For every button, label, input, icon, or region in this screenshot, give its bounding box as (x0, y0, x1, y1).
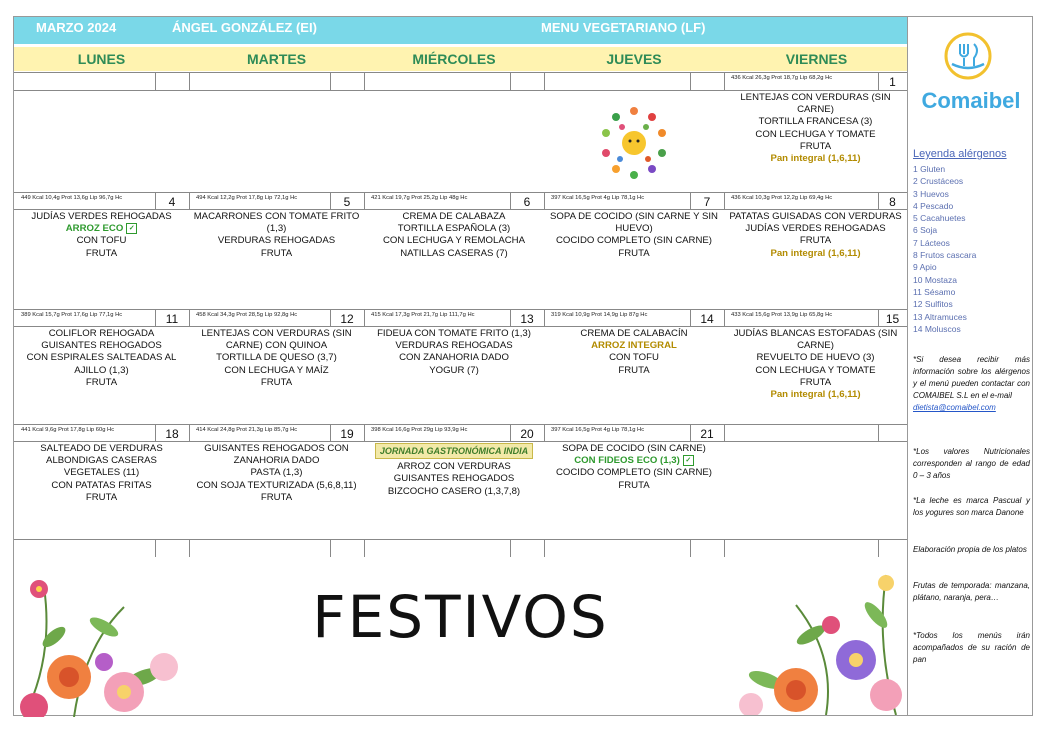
menu-cell (18, 211, 185, 260)
legend-item: 2 Crustáceos (913, 176, 964, 187)
menu-line: FRUTA (260, 376, 293, 388)
menu-line: FIDEUA CON TOMATE FRITO (1,3) (377, 328, 531, 339)
nutrition-info: 397 Kcal 16,5g Prot 4g Lip 78,1g Hc (551, 195, 645, 201)
menu-cell (193, 328, 360, 389)
menu-line: NATILLAS CASERAS (7) (400, 247, 508, 259)
legend-item: 11 Sésamo (913, 286, 956, 297)
menu-line: SOPA DE COCIDO (SIN CARNE) (562, 443, 706, 454)
day-number: 1 (889, 75, 896, 89)
legend-item: 9 Apio (913, 262, 937, 273)
menu-line: JUDÍAS BLANCAS ESTOFADAS (SIN CARNE) (733, 328, 898, 352)
grid-hline (14, 539, 907, 540)
nutrition-info: 319 Kcal 10,9g Prot 14,9g Lip 87g Hc (551, 312, 648, 318)
nutrition-info: 436 Kcal 26,3g Prot 18,7g Lip 68,2g Hc (731, 75, 833, 81)
nutrition-info: 421 Kcal 19,7g Prot 25,2g Lip 48g Hc (371, 195, 468, 201)
menu-line: LENTEJAS CON VERDURAS (SIN CARNE) (740, 92, 891, 116)
menu-line: FRUTA (618, 479, 650, 491)
menu-line: JUDÍAS VERDES REHOGADAS (31, 211, 172, 222)
menu-line: CON ESPIRALES SALTEADAS AL AJILLO (1,3) (26, 352, 177, 376)
menu-line: CON LECHUGA Y TOMATE (755, 364, 876, 376)
vegetables-illustration (596, 103, 672, 179)
grid-vline (364, 309, 365, 326)
menu-line: FRUTA (618, 247, 650, 259)
menu-cell (368, 328, 540, 377)
menu-line: CON LECHUGA Y REMOLACHA (383, 235, 525, 247)
grid-vline (155, 539, 156, 557)
day-number: 18 (165, 427, 179, 441)
menu-line: GUISANTES REHOGADOS (41, 340, 162, 352)
menu-line: CREMA DE CALABACÍN (580, 328, 688, 339)
menu-line: FRUTA (85, 376, 118, 388)
menu-line: TORTILLA DE QUESO (3,7) (216, 352, 337, 364)
grid-vline (155, 72, 156, 90)
grid-vline (330, 539, 331, 557)
grid-vline (189, 192, 190, 209)
menu-line: FRUTA (799, 140, 832, 152)
menu-line: PASTA (1,3) (250, 467, 303, 479)
grid-vline (690, 539, 691, 557)
menu-cell (368, 443, 540, 498)
nutrition-info: 415 Kcal 17,3g Prot 21,7g Lip 111,7g Hc (371, 312, 475, 318)
menu-cell (193, 443, 360, 504)
menu-cell (728, 328, 903, 401)
comaibel-logo-icon (942, 30, 994, 82)
nutrition-info: 441 Kcal 9,6g Prot 17,8g Lip 60g Hc (21, 427, 115, 433)
day-number: 21 (700, 427, 714, 441)
menu-line: ALBONDIGAS CASERAS VEGETALES (11) (46, 455, 157, 479)
menu-cell (368, 211, 540, 260)
legend-item: 4 Pescado (913, 200, 954, 211)
menu-line: CON ZANAHORIA DADO (399, 352, 509, 364)
legend-item: 12 Sulfitos (913, 299, 953, 310)
menu-line: ARROZ CON VERDURAS (397, 461, 511, 473)
header-menu-title: MENU VEGETARIANO (LF) (541, 20, 706, 35)
menu-line: TORTILLA ESPAÑOLA (3) (397, 223, 511, 235)
legend-item: 5 Cacahuetes (913, 213, 966, 224)
menu-line: CON TOFU (76, 235, 127, 247)
day-jueves: JUEVES (606, 51, 662, 67)
note-contact-text: *Si desea recibir más información sobre los alérgenos y el menú pueden contactar con COMAIBEL S.L en el e-mail (913, 355, 1030, 400)
menu-cell (548, 443, 720, 492)
grid-vline (330, 72, 331, 90)
grid-vline (510, 539, 511, 557)
grid-vline (724, 72, 725, 90)
menu-line: CREMA DE CALABAZA (402, 211, 506, 222)
festivos-label: FESTIVOS (312, 583, 609, 651)
nutrition-info: 389 Kcal 15,7g Prot 17,6g Lip 77,1g Hc (21, 312, 123, 318)
grid-vline (510, 72, 511, 90)
nutrition-info: 397 Kcal 16,5g Prot 4g Lip 78,1g Hc (551, 427, 645, 433)
contact-email-link[interactable]: dietista@comaibel.com (913, 403, 996, 412)
menu-line: FRUTA (260, 247, 293, 259)
menu-line: COLIFLOR REHOGADA (48, 328, 155, 339)
menu-line: CON PATATAS FRITAS (51, 479, 152, 491)
note-elaboration: Elaboración propia de los platos (913, 545, 1027, 554)
note-nutrition: *Los valores Nutricionales corresponden al rango de edad 0 – 3 años (913, 447, 1030, 480)
menu-line: COCIDO COMPLETO (SIN CARNE) (555, 235, 712, 247)
header-school: ÁNGEL GONZÁLEZ (EI) (172, 20, 317, 35)
grid-vline (189, 424, 190, 441)
nutrition-info: 436 Kcal 10,3g Prot 12,2g Lip 69,4g Hc (731, 195, 833, 201)
grid-hline (14, 90, 907, 91)
grid-vline (724, 539, 725, 557)
grid-hline (14, 72, 907, 73)
day-number: 19 (340, 427, 354, 441)
grid-vline (544, 72, 545, 90)
grid-vline (364, 424, 365, 441)
note-contact (913, 354, 1030, 414)
grid-vline (878, 424, 879, 441)
menu-line: CON LECHUGA Y MAÍZ (224, 364, 329, 376)
day-number: 15 (885, 312, 900, 326)
nutrition-info: 458 Kcal 34,3g Prot 28,5g Lip 92,8g Hc (196, 312, 298, 318)
day-viernes: VIERNES (785, 51, 848, 67)
grid-vline (544, 539, 545, 557)
grid-vline (724, 192, 725, 209)
legend-item: 3 Huevos (913, 188, 949, 199)
day-number: 5 (343, 195, 351, 209)
festivos-area (14, 557, 907, 715)
legend-item: 13 Altramuces (913, 311, 967, 322)
menu-cell (728, 211, 903, 260)
menu-line: Pan integral (1,6,11) (770, 153, 861, 165)
menu-cell (18, 328, 185, 389)
menu-line: YOGUR (7) (429, 364, 479, 376)
menu-cell (728, 92, 903, 165)
menu-line: CON SOJA TEXTURIZADA (5,6,8,11) (196, 479, 357, 491)
grid-vline (690, 72, 691, 90)
menu-line: FRUTA (260, 491, 293, 503)
legend-item: 6 Soja (913, 225, 938, 236)
legend-item: 10 Mostaza (913, 274, 957, 285)
nutrition-info: 433 Kcal 15,6g Prot 13,9g Lip 65,8g Hc (731, 312, 833, 318)
menu-line: ARROZ ECO ✓ (18, 223, 185, 235)
day-number: 7 (703, 195, 711, 209)
grid-hline (14, 209, 907, 210)
menu-line: LENTEJAS CON VERDURAS (SIN CARNE) CON QUINOA (201, 328, 352, 352)
menu-line: VERDURAS REHOGADAS (217, 235, 336, 247)
grid-hline (14, 424, 907, 425)
menu-line: TORTILLA FRANCESA (3) (758, 116, 873, 128)
grid-hline (14, 441, 907, 442)
grid-vline (878, 539, 879, 557)
menu-line: GUISANTES REHOGADOS (393, 473, 515, 485)
menu-cell (548, 211, 720, 260)
note-bread: *Todos los menús irán acompañados de su ración de pan (913, 631, 1030, 664)
eco-leaf-icon: ✓ (683, 455, 694, 466)
menu-line: PATATAS GUISADAS CON VERDURAS (729, 211, 902, 222)
menu-line: Pan integral (1,6,11) (770, 247, 861, 259)
grid-vline (544, 192, 545, 209)
grid-vline (724, 309, 725, 326)
menu-line: FRUTA (85, 247, 118, 259)
menu-line: JUDÍAS VERDES REHOGADAS (745, 223, 886, 235)
nutrition-info: 449 Kcal 10,4g Prot 13,6g Lip 96,7g Hc (21, 195, 123, 201)
menu-line: Pan integral (1,6,11) (770, 389, 861, 401)
grid-vline (544, 309, 545, 326)
legend-item: 8 Frutos cascara (913, 250, 977, 261)
nutrition-info: 494 Kcal 12,2g Prot 17,8g Lip 72,1g Hc (196, 195, 298, 201)
menu-line: MACARRONES CON TOMATE FRITO (1,3) (193, 211, 360, 235)
flowers-right-illustration (726, 565, 907, 715)
grid-hline (14, 192, 907, 193)
note-fruits: Frutas de temporada: manzana, plátano, naranja, pera… (913, 581, 1030, 602)
menu-line: BIZCOCHO CASERO (1,3,7,8) (387, 485, 521, 497)
brand-name: Comaibel (921, 88, 1021, 113)
grid-vline (364, 192, 365, 209)
menu-line: GUISANTES REHOGADOS CON ZANAHORIA DADO (204, 443, 349, 467)
legend-item: 14 Moluscos (913, 323, 961, 334)
menu-line: FRUTA (799, 376, 832, 388)
menu-line: VERDURAS REHOGADAS (395, 340, 513, 352)
day-number: 14 (700, 312, 714, 326)
header-month: MARZO 2024 (36, 20, 117, 35)
grid-vline (724, 424, 725, 441)
weekday-row (14, 47, 907, 71)
grid-vline (544, 424, 545, 441)
day-number: 6 (523, 195, 531, 209)
grid-hline (14, 309, 907, 310)
menu-cell (548, 328, 720, 377)
menu-line: COCIDO COMPLETO (SIN CARNE) (555, 467, 712, 479)
menu-line: ARROZ INTEGRAL (591, 340, 677, 352)
day-number: 13 (520, 312, 534, 326)
menu-line: CON TOFU (609, 352, 659, 364)
header-bar (14, 17, 907, 44)
menu-line: SALTEADO DE VERDURAS (40, 443, 163, 454)
legend-title[interactable]: Leyenda alérgenos (913, 148, 1007, 160)
note-brands: *La leche es marca Pascual y los yogures son marca Danone (913, 496, 1030, 517)
grid-hline (14, 326, 907, 327)
grid-vline (364, 72, 365, 90)
theme-day-banner: JORNADA GASTRONÓMICA INDIA (375, 443, 533, 459)
grid-vline (189, 539, 190, 557)
day-number: 4 (168, 195, 176, 209)
menu-line: CON FIDEOS ECO (1,3) ✓ (548, 455, 720, 467)
legend-item: 1 Gluten (913, 164, 946, 174)
legend-list (913, 163, 1031, 335)
day-number: 12 (340, 312, 354, 326)
day-martes: MARTES (246, 51, 307, 67)
menu-cell (18, 443, 185, 504)
day-number: 11 (165, 312, 179, 326)
day-miercoles: MIÉRCOLES (412, 51, 496, 67)
nutrition-info: 398 Kcal 16,6g Prot 29g Lip 93,9g Hc (371, 427, 468, 433)
menu-line: FRUTA (799, 235, 832, 247)
menu-line: REVUELTO DE HUEVO (3) (756, 352, 875, 364)
grid-vline (189, 72, 190, 90)
nutrition-info: 414 Kcal 24,8g Prot 21,3g Lip 85,7g Hc (196, 427, 298, 433)
day-number: 20 (520, 427, 534, 441)
menu-line: SOPA DE COCIDO (SIN CARNE Y SIN HUEVO) (550, 211, 718, 235)
day-number: 8 (889, 195, 896, 209)
menu-line: FRUTA (618, 364, 650, 376)
grid-vline (364, 539, 365, 557)
day-lunes: LUNES (77, 51, 126, 67)
menu-cell (193, 211, 360, 260)
legend-item: 7 Lácteos (913, 237, 950, 248)
menu-line: CON LECHUGA Y TOMATE (755, 128, 876, 140)
grid-vline (189, 309, 190, 326)
menu-line: FRUTA (85, 491, 118, 503)
eco-leaf-icon: ✓ (126, 223, 137, 234)
